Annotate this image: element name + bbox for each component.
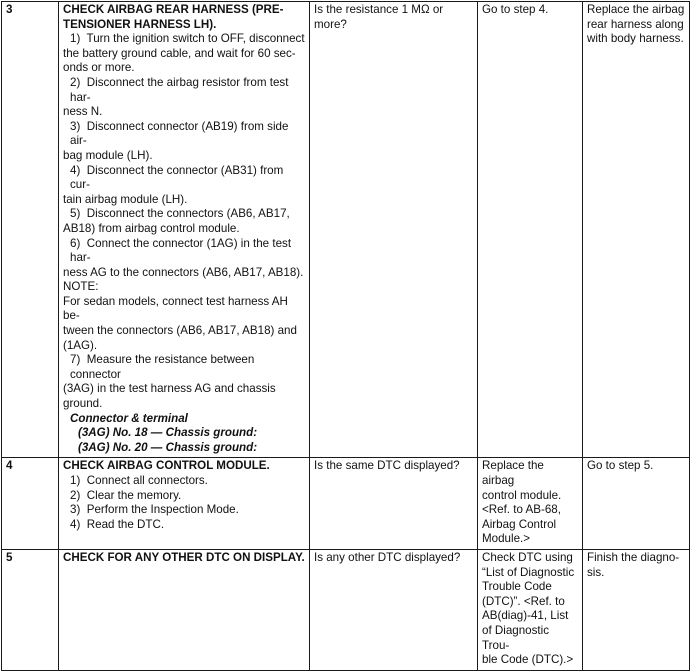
- note-label: NOTE:: [63, 280, 99, 294]
- check-instruction-line: onds or more.: [63, 61, 135, 75]
- connector-terminal-heading: Connector & terminal: [70, 411, 188, 425]
- check-instruction-line: ness AG to the connectors (AB6, AB17, AB18).: [63, 265, 304, 279]
- step-number-cell: [2, 458, 59, 550]
- check-cell: [59, 549, 310, 670]
- check-instruction-line: ground.: [63, 397, 103, 411]
- step-number: 5: [6, 550, 13, 564]
- no-cell: [583, 458, 690, 550]
- check-instruction-line: 4) Read the DTC.: [70, 517, 165, 531]
- check-title-line: CHECK AIRBAG CONTROL MODULE.: [63, 459, 270, 473]
- condition-cell: [310, 2, 478, 458]
- no-action-line: sis.: [587, 565, 605, 579]
- condition-line: Is any other DTC displayed?: [314, 550, 461, 564]
- check-instruction-line: 2) Clear the memory.: [70, 488, 182, 502]
- table-row: [2, 2, 690, 458]
- no-cell: [583, 549, 690, 670]
- check-instruction-line: the battery ground cable, and wait for 60 sec-: [63, 46, 296, 60]
- condition-line: Is the resistance 1 MΩ or: [314, 3, 444, 16]
- check-instruction-line: (3AG) in the test harness AG and chassis: [63, 382, 276, 396]
- check-instruction-line: bag module (LH).: [63, 148, 153, 162]
- yes-cell: [478, 458, 583, 550]
- yes-action-line: (DTC)”. <Ref. to: [482, 594, 565, 608]
- check-instruction-line: AB18) from airbag control module.: [63, 221, 240, 235]
- connector-terminal-spec: (3AG) No. 18 — Chassis ground:: [78, 426, 258, 440]
- yes-action-line: AB(diag)-41, List: [482, 609, 569, 623]
- yes-action-line: Go to step 4.: [482, 3, 549, 16]
- check-instruction-line: tain airbag module (LH).: [63, 192, 188, 206]
- yes-cell: [478, 2, 583, 458]
- no-cell: [583, 2, 690, 458]
- yes-action-line: of Diagnostic Trou-: [482, 623, 553, 652]
- yes-cell: [478, 549, 583, 670]
- check-instruction-line: 4) Disconnect the connector (AB31) from cur-: [70, 163, 287, 192]
- step-number: 4: [6, 459, 13, 473]
- yes-action-line: control module.: [482, 488, 562, 502]
- yes-action-line: Module.>: [482, 532, 531, 546]
- check-instruction-line: 2) Disconnect the airbag resistor from test har-: [70, 75, 292, 104]
- yes-action-line: Check DTC using: [482, 550, 573, 564]
- check-title-line: CHECK AIRBAG REAR HARNESS (PRE-: [63, 3, 284, 16]
- note-line: tween the connectors (AB6, AB17, AB18) and: [63, 324, 297, 338]
- connector-terminal-spec: (3AG) No. 20 — Chassis ground:: [78, 440, 258, 454]
- no-action-line: rear harness along: [587, 17, 684, 31]
- yes-action-line: “List of Diagnostic: [482, 565, 575, 579]
- table-row: [2, 549, 690, 670]
- check-instruction-line: 6) Connect the connector (1AG) in the test har-: [70, 236, 295, 265]
- check-instruction-line: 1) Turn the ignition switch to OFF, disconnect: [70, 32, 305, 46]
- note-line: (1AG).: [63, 338, 98, 352]
- check-instruction-line: 1) Connect all connectors.: [70, 474, 208, 487]
- note-line: For sedan models, connect test harness AH be-: [63, 294, 292, 323]
- condition-cell: [310, 458, 478, 550]
- diagnostic-table: [1, 1, 690, 671]
- no-action-line: Go to step 5.: [587, 459, 654, 473]
- check-instruction-line: 5) Disconnect the connectors (AB6, AB17,: [70, 207, 290, 221]
- table-row: [2, 458, 690, 550]
- yes-action-line: <Ref. to AB-68,: [482, 503, 561, 517]
- condition-line: more?: [314, 17, 347, 31]
- check-instruction-line: 3) Disconnect connector (AB19) from side air-: [70, 119, 292, 148]
- yes-action-line: Trouble Code: [482, 580, 552, 594]
- step-number-cell: [2, 2, 59, 458]
- check-cell: [59, 2, 310, 458]
- no-action-line: Replace the airbag: [587, 3, 685, 16]
- condition-line: Is the same DTC displayed?: [314, 459, 460, 473]
- check-instruction-line: ness N.: [63, 105, 103, 119]
- yes-action-line: Airbag Control: [482, 517, 557, 531]
- yes-action-line: Replace the airbag: [482, 459, 548, 487]
- check-cell: [59, 458, 310, 550]
- check-instruction-line: 7) Measure the resistance between connector: [70, 353, 258, 381]
- yes-action-line: ble Code (DTC).>: [482, 653, 574, 667]
- check-title-line: TENSIONER HARNESS LH).: [63, 17, 217, 31]
- no-action-line: Finish the diagno-: [587, 550, 680, 564]
- step-number: 3: [6, 3, 13, 16]
- no-action-line: with body harness.: [587, 32, 684, 46]
- step-number-cell: [2, 549, 59, 670]
- check-title-line: CHECK FOR ANY OTHER DTC ON DISPLAY.: [63, 550, 305, 564]
- condition-cell: [310, 549, 478, 670]
- check-instruction-line: 3) Perform the Inspection Mode.: [70, 503, 239, 517]
